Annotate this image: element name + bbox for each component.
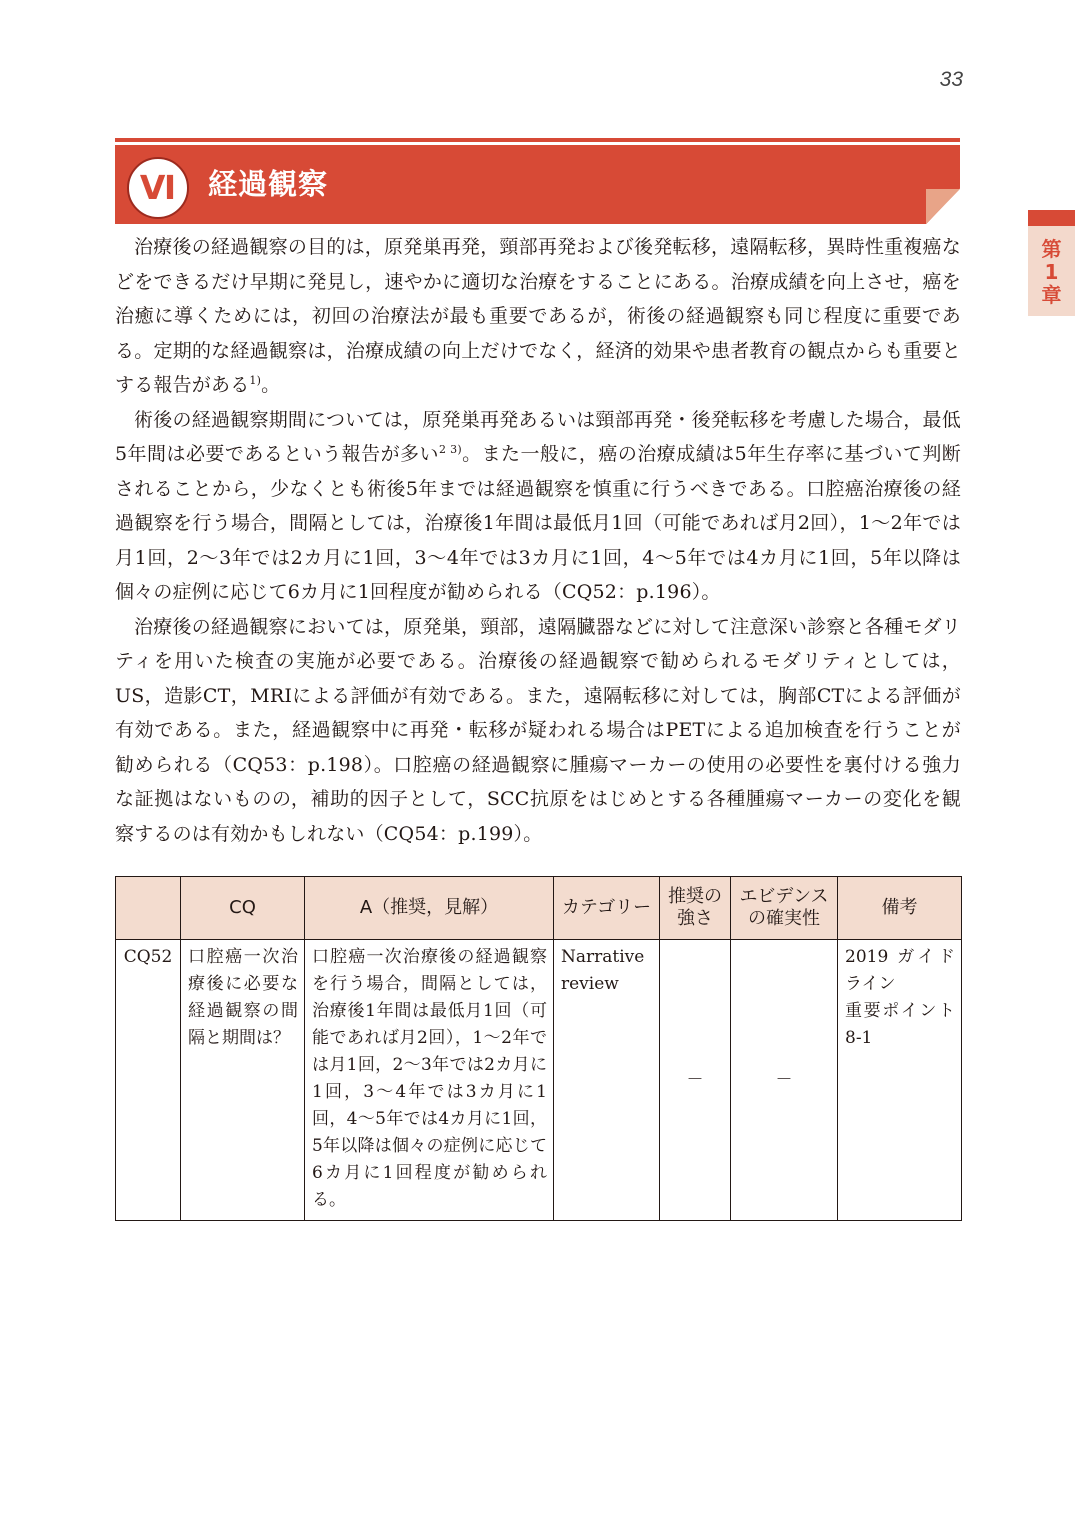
table-header-row [116,877,962,940]
paragraph [115,610,961,852]
cell-strength: － [660,940,731,1221]
paragraph-text: 。また一般に，癌の治療成績は5年生存率に基づいて判断されることから，少なくとも術後5年までは経過観察を慎重に行うべきである。口腔癌治療後の経過観察を行う場合，間隔としては，治療後1年間は最低月1回（可能であれば月2回），1～2年では月1回，2～3年では2カ月に1回，3～4年では3カ月に1回，4～5年では4カ月に1回，5年以降は個々の症例に応じて6カ月に1回程度が勧められる（CQ52：p.196）。 [115,443,961,603]
section-number-badge: Ⅵ [127,157,189,219]
table-row [116,940,962,1221]
paragraph-end: 。 [261,374,281,396]
page-fold-decoration [926,189,960,224]
reference-marker: 2 3) [438,443,462,456]
chapter-tab [1028,210,1075,316]
section-header [115,138,960,224]
cq-table [115,876,962,1221]
paragraph-text: 術後の経過観察期間については，原発巣再発あるいは頸部再発・後発転移を考慮した場合，最低5年間は必要であるという報告が多い [115,408,961,465]
paragraph-text: 治療後の経過観察においては，原発巣，頸部，遠隔臓器などに対して注意深い診察と各種モダリティを用いた検査の実施が必要である。治療後の経過観察で勧められるモダリティとしては，US，造影CT，MRIによる評価が有効である。また，遠隔転移に対しては，胸部CTによる評価が有効である。また，経過観察中に再発・転移が疑われる場合はPETによる追加検査を行うことが勧められる（CQ53：p.198）。口腔癌の経過観察に腫瘍マーカーの使用の必要性を裏付ける強力な証拠はないものの，補助的因子として，SCC抗原をはじめとする各種腫瘍マーカーの変化を観察するのは有効かもしれない（CQ54：p.199）。 [115,615,961,845]
header-category: カテゴリー [554,877,660,940]
paragraph-text: 治療後の経過観察の目的は，原発巣再発，頸部再発および後発転移，遠隔転移，異時性重複癌などをできるだけ早期に発見し，速やかに適切な治療をすることにある。治療成績を向上させ，癌を治癒に導くためには，初回の治療法が最も重要であるが，術後の経過観察も同じ程度に重要である。定期的な経過観察は，治療成績の向上だけでなく，経済的効果や患者教育の観点からも重要とする報告がある [115,236,961,396]
notes-line: 重要ポイント 8-1 [845,1001,955,1048]
header-evidence [731,877,838,940]
notes-line: 2019 ガイドライン [845,947,955,994]
header-evidence-line: エビデンス [739,886,829,907]
chapter-tab-bar [1028,210,1075,226]
cell-category: Narrative review [554,940,660,1221]
cell-question: 口腔癌一次治療後に必要な経過観察の間隔と期間は？ [181,940,305,1221]
header-blank [116,877,181,940]
header-answer: A（推奨，見解） [305,877,554,940]
chapter-tab-line: 1 [1044,260,1059,284]
page-number: 33 [939,68,963,91]
cell-evidence: － [731,940,838,1221]
header-cq: CQ [181,877,305,940]
cell-answer: 口腔癌一次治療後の経過観察を行う場合，間隔としては，治療後1年間は最低月1回（可能であれば月2回），1～2年では月1回，2～3年では2カ月に1回，3～4年では3カ月に1回，4～5年では4カ月に1回，5年以降は個々の症例に応じて6カ月に1回程度が勧められる。 [305,940,554,1221]
cell-id: CQ52 [116,940,181,1221]
header-strength-line: 推奨の [668,886,722,907]
chapter-tab-label [1028,238,1075,307]
header-strength-line: 強さ [677,908,713,929]
header-strength [660,877,731,940]
chapter-tab-line: 第 [1041,237,1062,261]
paragraph [115,230,961,403]
section-header-rule [115,138,960,142]
cell-notes [838,940,962,1221]
body-text [115,230,961,851]
section-title: 経過観察 [208,167,329,201]
paragraph [115,403,961,610]
header-notes: 備考 [838,877,962,940]
chapter-tab-line: 章 [1041,283,1062,307]
reference-marker: 1) [249,374,262,387]
header-evidence-line: の確実性 [748,908,820,929]
